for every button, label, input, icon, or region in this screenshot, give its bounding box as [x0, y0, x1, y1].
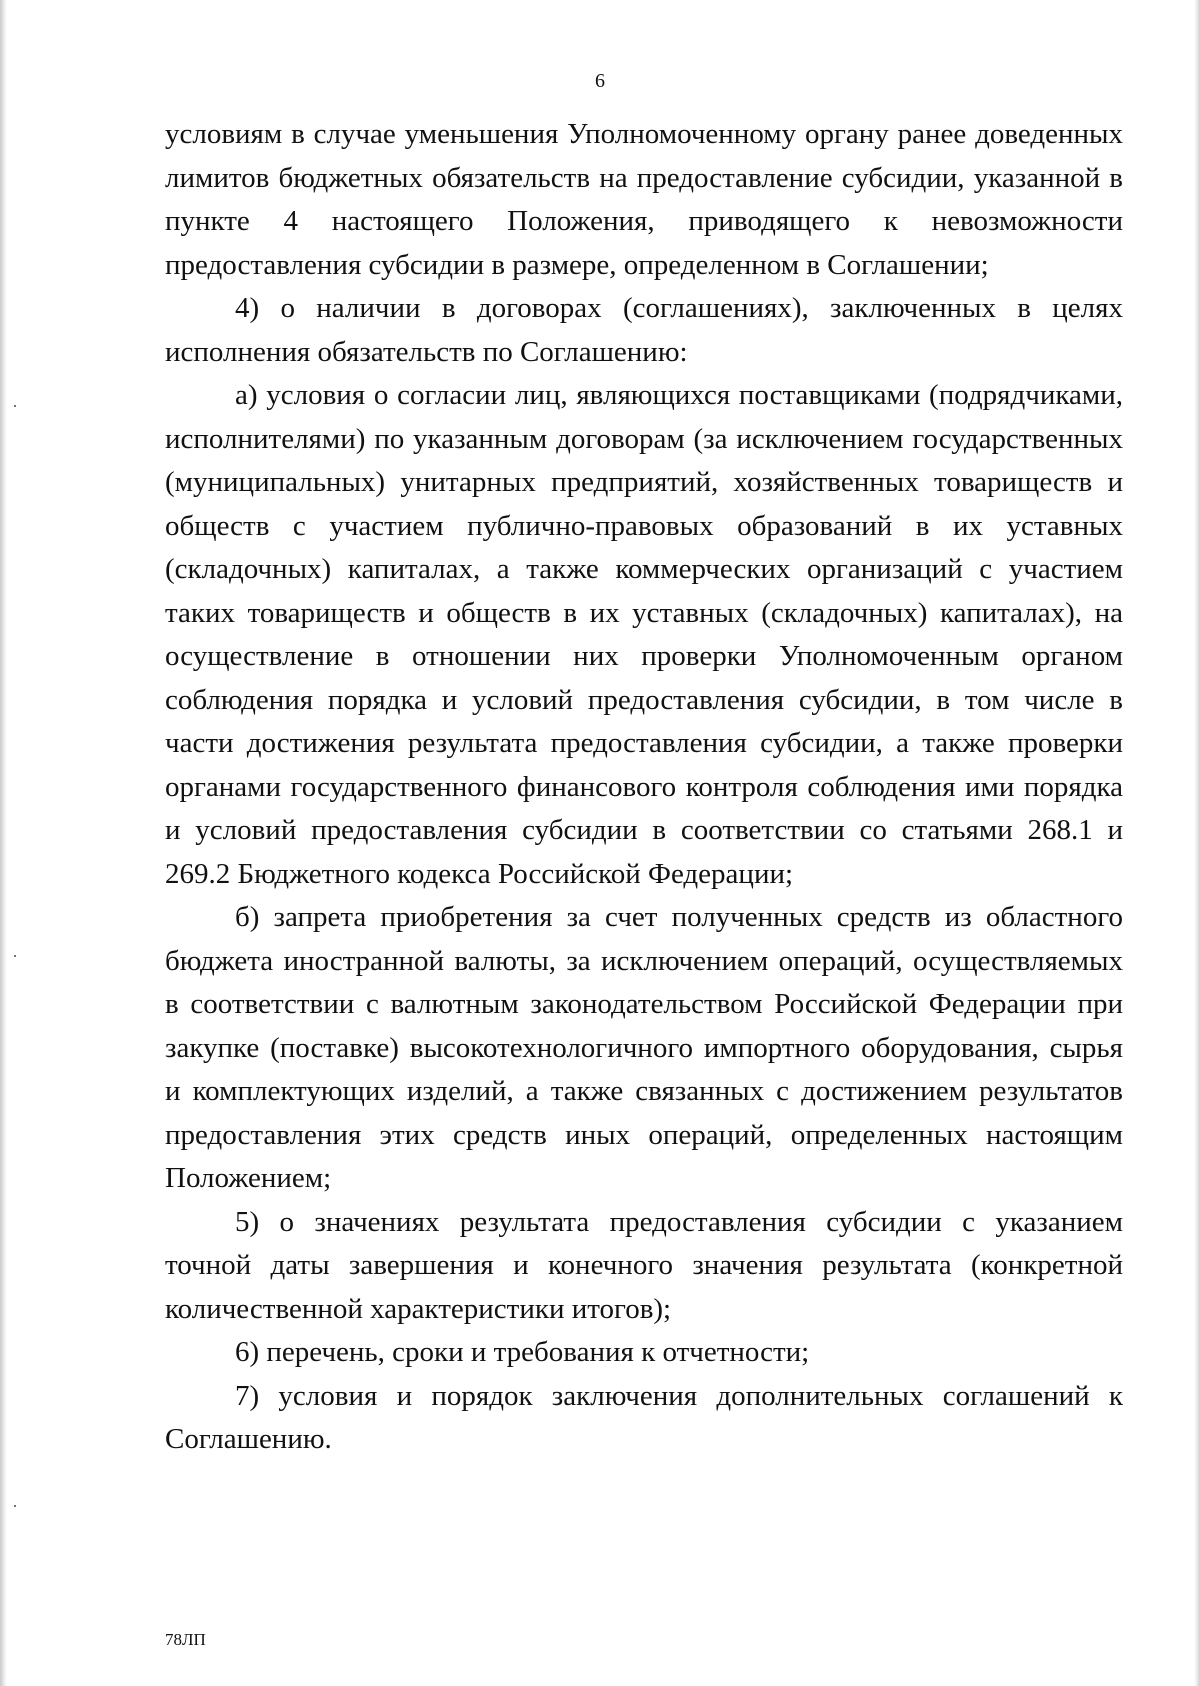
page-body [165, 113, 1123, 1462]
scan-edge-right [1194, 0, 1200, 1686]
paragraph-continuation: условиям в случае уменьшения Уполномоченному органу ранее доведенных лимитов бюджетных обязательств на предоставление субсидии, указанной в пункте 4 настоящего Положения, приводящего к невозможности предоставления субсидии в размере, определенном в Соглашении; [165, 118, 1123, 281]
scan-speck [14, 955, 16, 957]
scan-speck [14, 1505, 16, 1507]
paragraph-item-4a: а) условия о согласии лиц, являющихся поставщиками (подрядчиками, исполнителями) по указанным договорам (за исключением государственных (муниципальных) унитарных предприятий, хозяйственных товариществ и обществ с участием публично-правовых образований в их уставных (складочных) капиталах, а также коммерческих организаций с участием таких товариществ и обществ в их уставных (складочных) капиталах), на осуществление в отношении них проверки Уполномоченным органом соблюдения порядка и условий предоставления субсидии, в том числе в части достижения результата предоставления субсидии, а также проверки органами государственного финансового контроля соблюдения ими порядка и условий предоставления субсидии в соответствии со статьями 268.1 и 269.2 Бюджетного кодекса Российской Федерации; [165, 379, 1123, 890]
paragraph-item-4: 4) о наличии в договорах (соглашениях), заключенных в целях исполнения обязательств по Соглашению: [165, 292, 1123, 368]
paragraph-item-6: 6) перечень, сроки и требования к отчетности; [235, 1336, 810, 1368]
paragraph-item-4b: б) запрета приобретения за счет полученных средств из областного бюджета иностранной валюты, за исключением операций, осуществляемых в соответствии с валютным законодательством Российской Федерации при закупке (поставке) высокотехнологичного импортного оборудования, сырья и комплектующих изделий, а также связанных с достижением результатов предоставления этих средств иных операций, определенных настоящим Положением; [165, 901, 1123, 1194]
scan-edge-left [0, 0, 7, 1686]
document-code: 78ЛП [165, 1630, 206, 1649]
paragraph-item-5: 5) о значениях результата предоставления субсидии с указанием точной даты завершения и конечного значения результата (конкретной количественной характеристики итогов); [165, 1205, 1123, 1325]
scan-speck [14, 405, 16, 407]
paragraph-item-7: 7) условия и порядок заключения дополнительных соглашений к Соглашению. [165, 1379, 1123, 1455]
page-number: 6 [595, 70, 605, 92]
